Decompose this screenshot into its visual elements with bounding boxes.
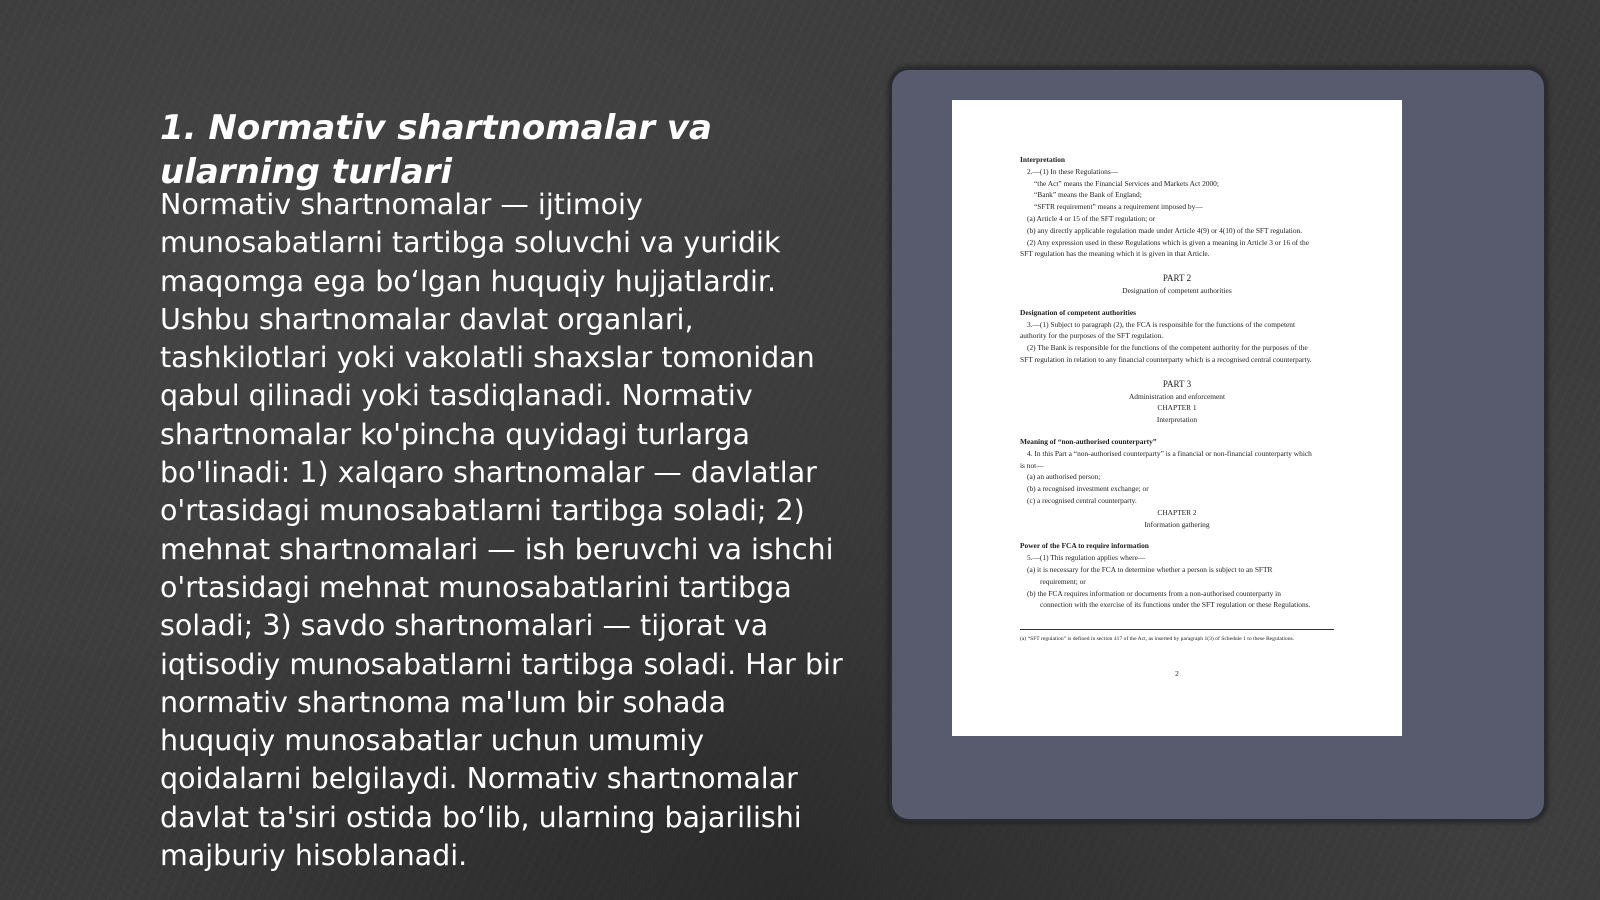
slide-body-text: Normativ shartnomalar — ijtimoiy munosabatlarni tartibga soluvchi va yuridik maqomga ega bo‘lgan huquqiy hujjatlardir. Ushbu shartnomalar davlat organlari, tashkilotlari yoki vakolatli shaxslar tomonidan qabul qilinadi yoki tasdiqlanadi. Normativ shartnomalar ko'pincha quyidagi turlarga bo'linadi: 1) xalqaro shartnomalar — davlatlar o'rtasidagi munosabatlarni tartibga soladi; 2) mehnat shartnomalari — ish beruvchi va ishchi o'rtasidagi mehnat munosabatlarini tartibga soladi; 3) savdo shartnomalari — tijorat va iqtisodiy munosabatlarni tartibga soladi. Har bir normativ shartnoma ma'lum bir sohada huquqiy munosabatlar uchun umumiy qoidalarni belgilaydi. Normativ shartnomalar davlat ta'siri ostida bo‘lib, ularning bajarilishi majburiy hisoblanadi. [160, 188, 843, 873]
document-line: Meaning of “non-authorised counterparty” [1020, 436, 1157, 446]
document-line: CHAPTER 2 [1157, 507, 1197, 517]
document-line: SFT regulation in relation to any financial counterparty which is a recognised central counterparty. [1020, 354, 1312, 364]
document-line: 2.—(1) In these Regulations— [1027, 166, 1119, 176]
document-line: Administration and enforcement [1128, 391, 1226, 401]
document-line: “Bank” means the Bank of England; [1034, 190, 1142, 200]
document-lines [1020, 154, 1334, 611]
document-line: Information gathering [1144, 519, 1210, 529]
document-line: (b) the FCA requires information or documents from a non-authorised counterparty in [1027, 588, 1281, 598]
document-line: 5.—(1) This regulation applies where— [1027, 553, 1146, 563]
document-line: 3.—(1) Subject to paragraph (2), the FCA is responsible for the functions of the competent [1027, 319, 1296, 329]
document-line: Designation of competent authorities [1020, 307, 1136, 317]
document-line: (2) The Bank is responsible for the functions of the competent authority for the purposes of the [1027, 343, 1308, 353]
document-line: PART 3 [1162, 378, 1192, 389]
document-line: (a) Article 4 or 15 of the SFT regulation; or [1027, 213, 1156, 223]
document-line: Interpretation [1020, 155, 1066, 164]
document-line: (a) an authorised person; [1027, 472, 1101, 482]
document-line: Interpretation [1156, 415, 1198, 425]
document-line: Power of the FCA to require information [1020, 541, 1149, 551]
document-line: “the Act” means the Financial Services and Markets Act 2000; [1034, 178, 1219, 188]
document-line: (2) Any expression used in these Regulations which is given a meaning in Article 3 or 16 of the [1027, 237, 1310, 247]
document-line: authority for the purposes of the SFT regulation. [1020, 331, 1164, 341]
document-page [952, 100, 1402, 736]
document-line: Designation of competent authorities [1122, 285, 1232, 295]
document-image-frame [889, 67, 1547, 822]
document-line: “SFTR requirement” means a requirement imposed by— [1034, 202, 1203, 212]
document-footnote: (a) “SFT regulation” is defined in section 417 of the Act, as inserted by paragraph 1(3) of Schedule 1 to these Regulations. [1020, 636, 1295, 643]
document-line: (a) it is necessary for the FCA to determine whether a person is subject to an SFTR [1027, 564, 1273, 574]
document-line: (b) any directly applicable regulation made under Article 4(9) or 4(10) of the SFT regulation. [1027, 225, 1303, 235]
document-line: requirement; or [1040, 576, 1086, 586]
document-line: (b) a recognised investment exchange; or [1027, 484, 1149, 494]
slide-title: 1. Normativ shartnomalar va ularning turlari [160, 108, 712, 192]
document-line: 4. In this Part a “non-authorised counterparty” is a financial or non-financial counterparty which [1027, 448, 1312, 458]
document-line: (c) a recognised central counterparty. [1027, 495, 1137, 505]
document-line: PART 2 [1162, 273, 1192, 284]
document-line: connection with the exercise of its functions under the SFT regulation or these Regulations. [1040, 600, 1311, 610]
document-line: SFT regulation has the meaning which it is given in that Article. [1020, 249, 1210, 259]
document-line: CHAPTER 1 [1157, 403, 1197, 413]
document-line: is not— [1020, 460, 1044, 470]
document-page-number: 2 [1175, 668, 1179, 678]
